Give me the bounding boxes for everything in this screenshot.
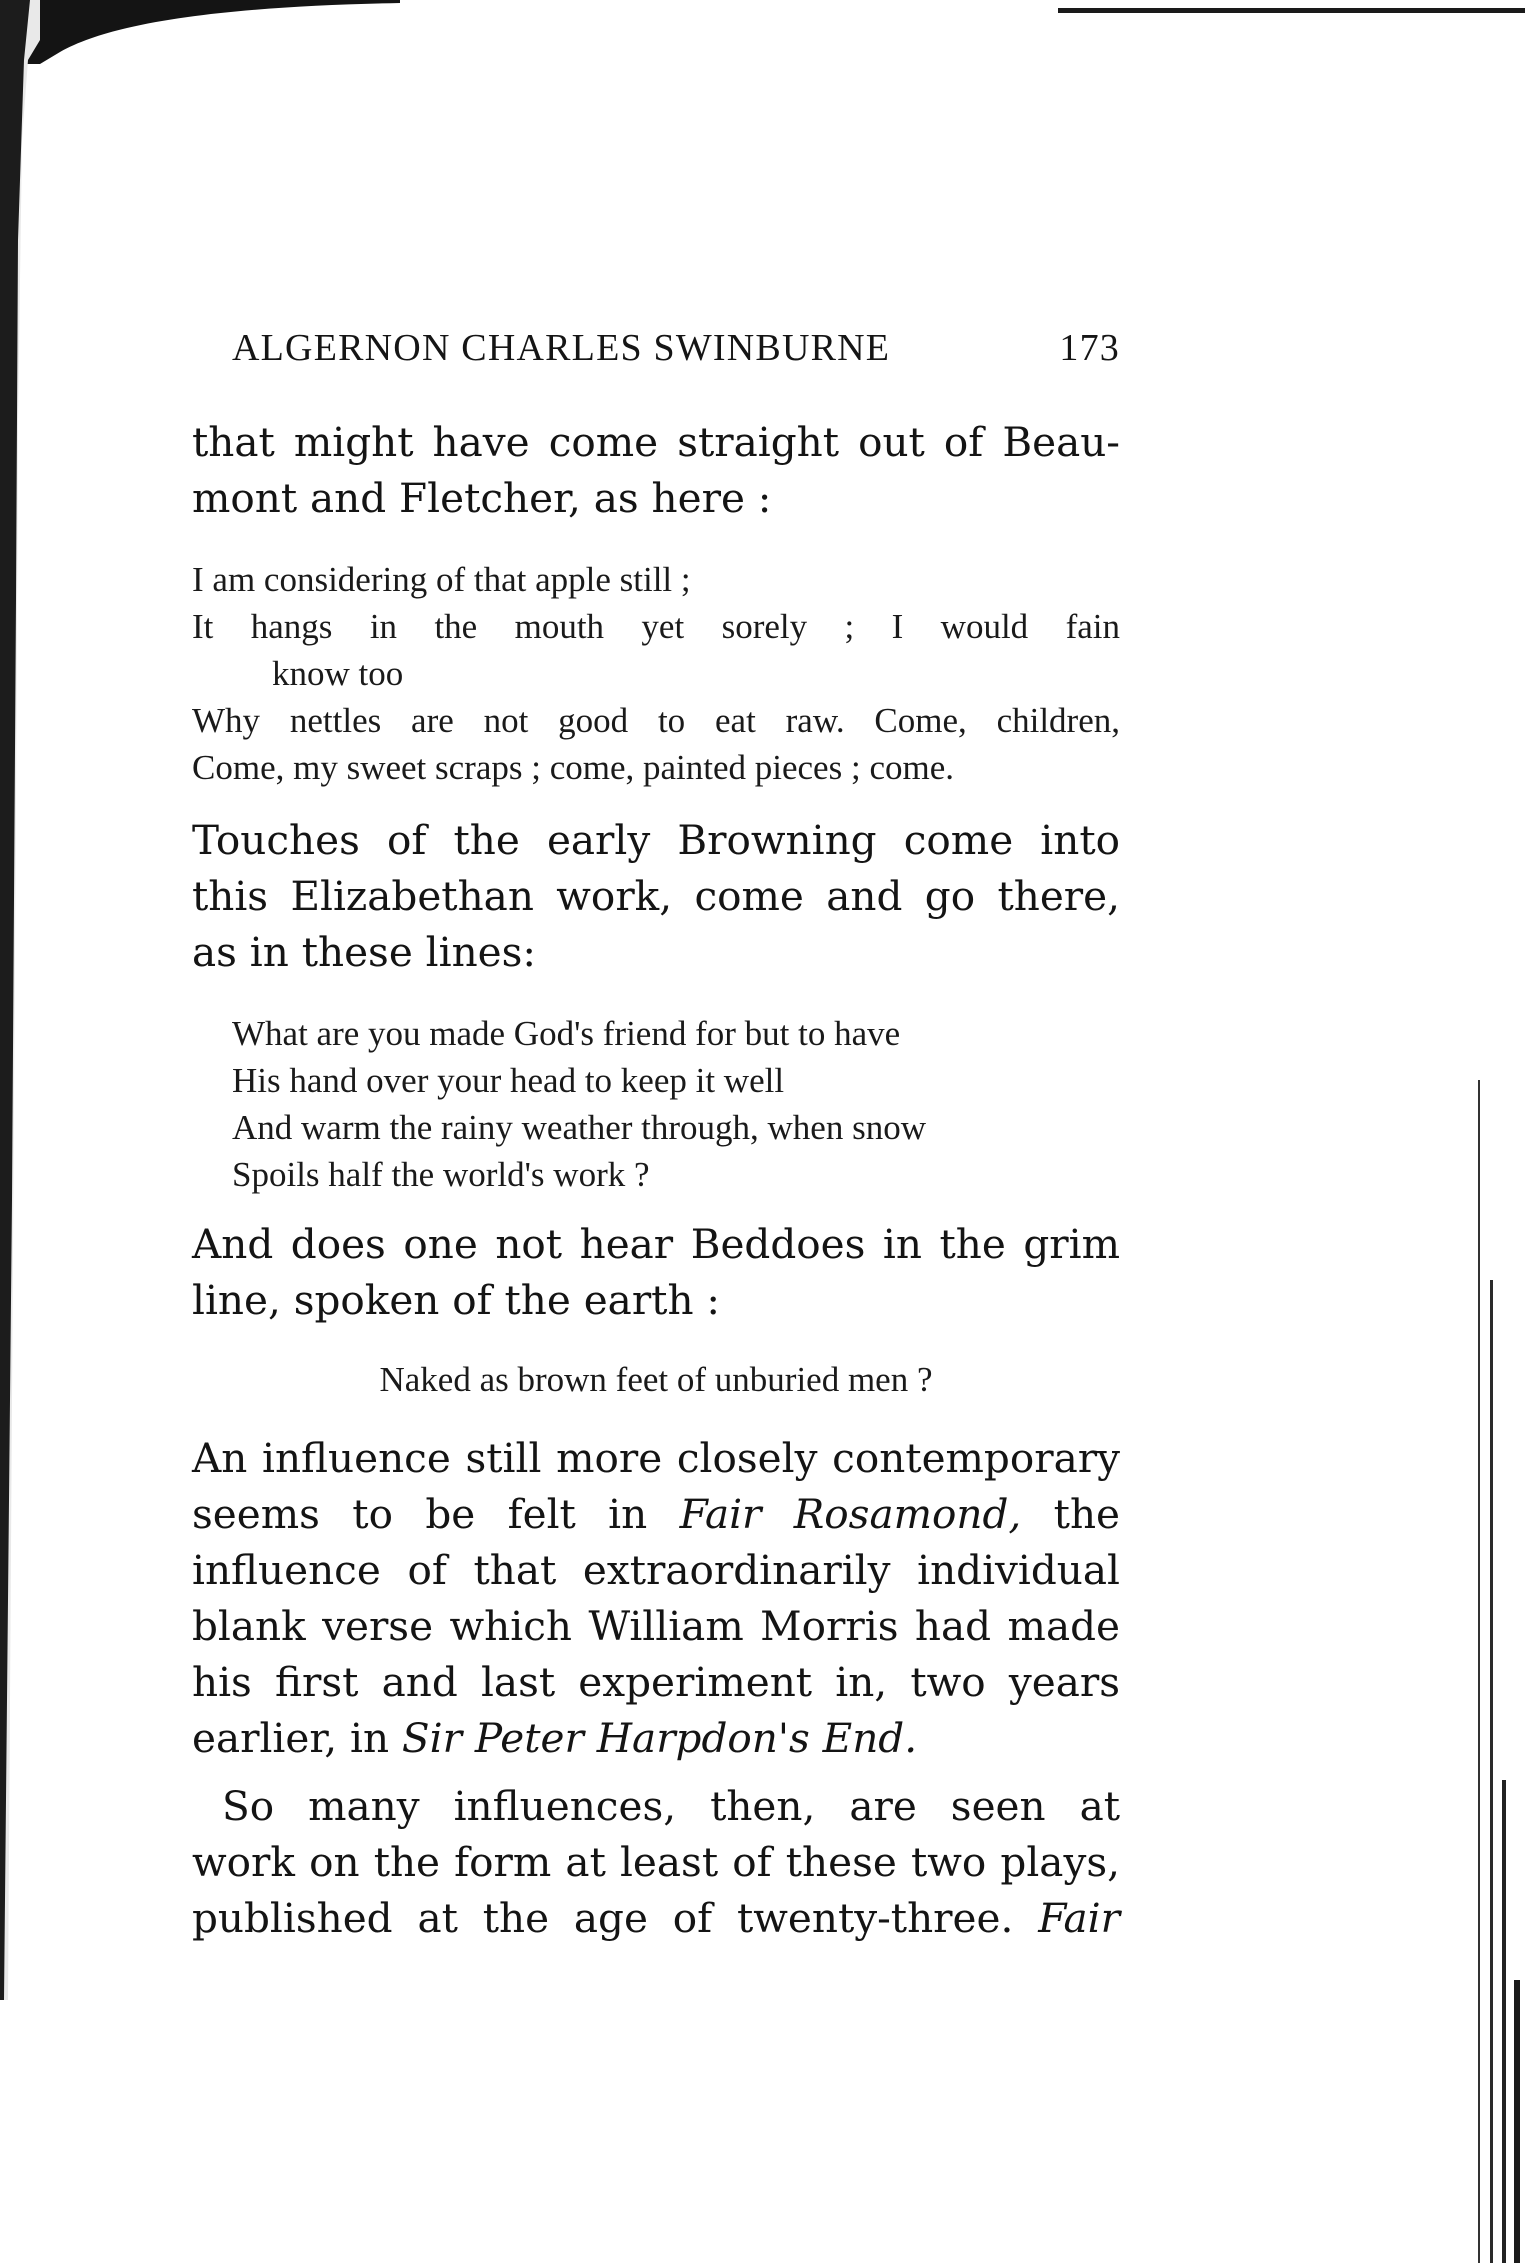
text-line: And does one not hear Beddoes in the grim: [192, 1220, 1120, 1268]
verse-line: And warm the rainy weather through, when snow: [232, 1108, 926, 1147]
verse-line: Naked as brown feet of unburied men ?: [379, 1360, 933, 1399]
text-line: [192, 1710, 1120, 1766]
text-line: Touches of the early Browning come into: [192, 816, 1120, 864]
text-line: that might have come straight out of Beau-: [192, 418, 1120, 466]
text-line: mont and Fletcher, as here :: [192, 474, 772, 522]
text-line: influence of that extraordinarily individual: [192, 1546, 1120, 1594]
text-line: work on the form at least of these two plays,: [192, 1838, 1120, 1886]
play-title-sir-peter-harpdons-end: Sir Peter Harpdon's End.: [401, 1714, 918, 1762]
verse-line: Why nettles are not good to eat raw. Come, children,: [192, 701, 1120, 740]
paragraph-2: [192, 812, 1120, 980]
text-line: An influence still more closely contemporary: [192, 1434, 1120, 1482]
text-line: as in these lines:: [192, 928, 537, 976]
verse-line: Come, my sweet scraps ; come, painted pieces ; come.: [192, 748, 954, 787]
text-line: So many influences, then, are seen at: [222, 1782, 1120, 1830]
verse-quote-3: [192, 1356, 1120, 1403]
paragraph-5: [192, 1778, 1120, 1946]
text-run: the: [1021, 1490, 1120, 1538]
verse-line: Spoils half the world's work ?: [232, 1155, 650, 1194]
page-left-edge: [0, 0, 40, 2000]
play-title-fair: Fair: [1038, 1894, 1120, 1942]
page-right-edge: [1470, 1080, 1525, 2263]
text-line: [192, 1486, 1120, 1542]
text-line: this Elizabethan work, come and go there,: [192, 872, 1120, 920]
verse-line: I am considering of that apple still ;: [192, 560, 691, 599]
text-line: [192, 1890, 1120, 1946]
verse-line: What are you made God's friend for but to have: [232, 1014, 901, 1053]
paragraph-4: [192, 1430, 1120, 1766]
verse-line-turnover: know too: [272, 654, 404, 693]
text-line: blank verse which William Morris had made: [192, 1602, 1120, 1650]
page-number: 173: [1059, 327, 1120, 369]
verse-quote-2: [232, 1010, 1112, 1198]
verse-line: It hangs in the mouth yet sorely ; I would fain: [192, 607, 1120, 646]
text-line: line, spoken of the earth :: [192, 1276, 721, 1324]
running-head: [232, 326, 1120, 382]
text-run: seems to be felt in: [192, 1490, 680, 1538]
paragraph-3: [192, 1216, 1120, 1328]
text-run: published at the age of twenty-three.: [192, 1894, 1039, 1942]
verse-quote-1: [192, 556, 1120, 791]
text-line: his first and last experiment in, two years: [192, 1658, 1120, 1706]
paragraph-1: [192, 414, 1120, 526]
verse-line: His hand over your head to keep it well: [232, 1061, 785, 1100]
binding-shadow: [0, 0, 400, 64]
text-run: earlier, in: [192, 1714, 402, 1762]
running-head-title: ALGERNON CHARLES SWINBURNE: [232, 327, 891, 369]
top-edge-rule: [1058, 8, 1525, 13]
play-title-fair-rosamond: Fair Rosamond,: [679, 1490, 1022, 1538]
